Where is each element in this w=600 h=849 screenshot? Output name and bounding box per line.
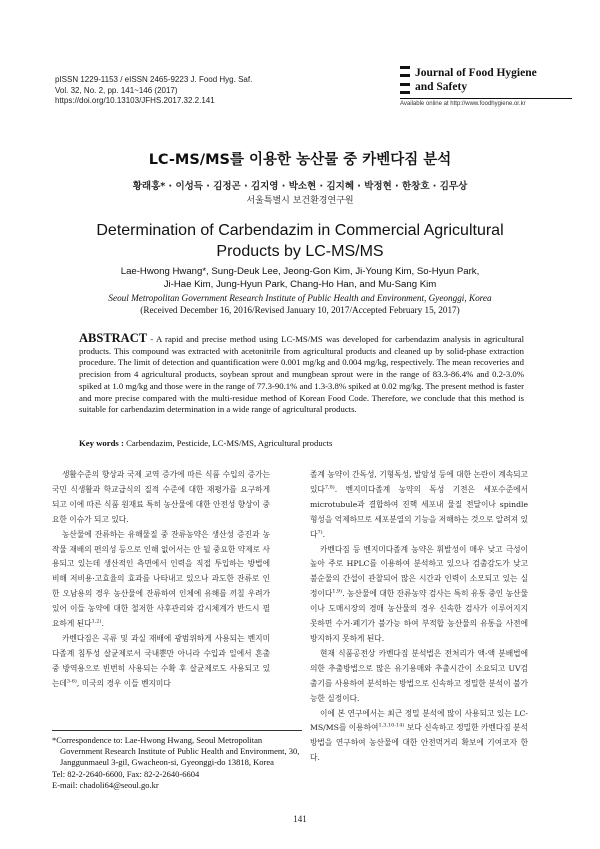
korean-affiliation: 서울특별시 보건환경연구원	[246, 196, 354, 206]
citation-ref: 7,8)	[324, 484, 335, 491]
english-authors-line2: Ji-Hae Kim, Jung-Hyun Park, Chang-Ho Han, and Mu-Sang Kim	[163, 279, 437, 290]
abstract	[79, 333, 524, 416]
english-title-line2: Products by LC-MS/MS	[216, 243, 384, 260]
keywords-text: Carbendazim, Pesticide, LC-MS/MS, Agricultural products	[123, 438, 333, 448]
body-column-right	[310, 468, 528, 766]
citation-ref: 1,3,10-14)	[378, 722, 405, 729]
paragraph: 농산물에 잔류하는 유해물질 중 잔류농약은 생산성 증진과 농작물 재배의 편의성 등으로 인해 없어서는 안 될 중요한 약제로 사용되고 있는데 생산적인 측면에서 인력을 직접 투입하는 방법에 비해 저비용·고효율의 효과를 나타내고 있으나 과도한 잔류로 인한 오남용의 경우 농산물에 잔류하여 인체에 유해를 끼칠 우려가 있어 이들 농약에 대한 철저한 사후관리와 감시체계가 반드시 필요하게 된다$^{1,2)}$.	[52, 529, 270, 629]
paragraph: 이에 본 연구에서는 최근 정밀 분석에 많이 사용되고 있는 LC-MS/MS를 이용하여$^{1,3,10-14)}$ 보다 신속하고 정밀한 카벤다짐 분석방법을 연구하여 농산물에 대한 안전먹거리 확보에 기여코자 한다.	[310, 708, 528, 763]
citation-ref: 1,2)	[91, 618, 102, 625]
received-dates: (Received December 16, 2016/Revised January 10, 2017/Accepted February 15, 2017)	[140, 305, 460, 315]
footnote-line1: *Correspondence to: Lae-Hwong Hwang, Seoul Metropolitan	[52, 735, 263, 745]
english-authors-line1: Lae-Hwong Hwang*, Sung-Deuk Lee, Jeong-Gon Kim, Ji-Young Kim, So-Hyun Park,	[120, 266, 480, 277]
journal-url[interactable]: Available online at http://www.foodhygiene.or.kr	[400, 98, 572, 107]
english-authors	[0, 265, 600, 291]
journal-logo	[400, 66, 572, 107]
body-column-left	[52, 468, 270, 692]
footnote-line3: Tel: 82-2-2640-6600, Fax: 82-2-2640-6604	[52, 768, 200, 779]
abstract-label: ABSTRACT	[79, 331, 148, 345]
keywords	[79, 438, 524, 448]
doi-link[interactable]: https://doi.org/10.13103/JFHS.2017.32.2.141	[55, 96, 215, 105]
keywords-label: Key words :	[79, 438, 124, 448]
footnote-line2: Government Research Institute of Public Health and Environment, 30, Janggunmaeul 3-gil, Gwacheon-si, Gyeonggi-do 13818, Korea	[60, 746, 300, 768]
paragraph: 현재 식품공전상 카벤다짐 분석법은 전처리가 액-액 분배법에 의한 추출방법으로 많은 유기용매와 추출시간이 소요되고 UV검출기를 사용하여 분석하는 방법으로 신속하고 정밀한 분석이 불가능한 실정이다.	[310, 648, 528, 703]
english-title-line1: Determination of Carbendazim in Commercial Agricultural	[96, 222, 504, 239]
korean-authors: 황래홍* · 이성득 · 김정곤 · 김지영 · 박소현 · 김지혜 · 박정현 · 한창호 · 김무상	[132, 181, 468, 192]
footnote-email[interactable]: E-mail: chadoli64@seoul.go.kr	[52, 779, 159, 790]
abstract-text: - A rapid and precise method using LC-MS/MS was developed for carbendazim analysis in agricultural products. This compound was extracted with acetonitrile from agricultural products and cleaned up by solid-phase extraction procedure. The limit of detection and quantification were 0.001 mg/kg and 0.004 mg/kg, respectively. The mean recoveries and precision from 4 agricultural products, soybean sprout and mungbean sprout were in the range of 83.3-86.4% and 0.2-3.0% spiked at 1.0 mg/kg and those were in the range of 77.3-90.1% and 1.3-3.8% spiked at 0.02 mg/kg. The present method is faster and more precise compared with the multi-residue method of Korean Food Code. Therefore, we conclude that this method is suitable for carbendazim determination in a wide range of agricultural products.	[79, 334, 524, 415]
logo-bars-icon	[400, 66, 410, 94]
paragraph: 카벤다짐은 곡류 및 과실 재배에 광범위하게 사용되는 벤지미다졸계 침투성 살균제로서 국내뿐만 아니라 수입과 일에서 흔출 중 방역용으로 빈번히 사용되는 수확 후 살균제로도 사용되고 있는데$^{3-6)}$, 미국의 경우 이들 벤지미다	[52, 633, 270, 688]
correspondence-footnote	[52, 730, 302, 791]
page-number: 141	[293, 814, 307, 824]
citation-ref: 3-6)	[66, 678, 77, 685]
issn-line: pISSN 1229-1153 / eISSN 2465-9223 J. Food Hyg. Saf.	[55, 75, 253, 84]
journal-name-line1: Journal of Food Hygiene	[415, 67, 537, 79]
paragraph: 졸계 농약이 간독성, 기형독성, 발암성 등에 대한 논란이 계속되고 있다$^{7,8)}$. 벤지미다졸계 농약의 독성 기전은 세포수준에서 microtubule과 결합하여 진핵 세포내 물질 전달이나 spindle 형성을 억제하므로 세포분열의 기능을 저해하는 것으로 알려져 있다$^{7)}$.	[310, 470, 528, 539]
korean-title: LC-MS/MS를 이용한 농산물 중 카벤다짐 분석	[148, 152, 452, 168]
english-affiliation: Seoul Metropolitan Government Research Institute of Public Health and Environment, Gyeonggi, Korea	[108, 293, 492, 303]
journal-name-line2: and Safety	[415, 81, 468, 93]
english-title	[0, 220, 600, 262]
citation-ref: 1,9)	[332, 588, 343, 595]
paragraph: 카벤다짐 등 벤지미다졸계 농약은 휘발성이 매우 낮고 극성이 높아 주로 HPLC를 이용하여 분석하고 있으나 검출감도가 낮고 불순물의 간섭이 관찰되어 많은 시간과 인력이 소모되고 있는 실정이다$^{1,9)}$. 농산물에 대한 잔류농약 검사는 특히 유통 중인 농산물이나 도매시장의 경매 농산물의 경우 신속한 검사가 이루어지지 못하면 수거·폐기가 불가능 하여 부적합 농산물의 유통을 사전에 방지하지 못하게 된다.	[310, 544, 528, 643]
volume-line: Vol. 32, No. 2, pp. 141~146 (2017)	[55, 85, 178, 95]
paragraph: 생활수준의 향상과 국제 교역 증가에 따른 식품 수입의 증가는 국민 식생활과 학교급식의 질적 수준에 대한 재평가를 요구하게 되고 이에 따른 식품 원재료 특히 농산물에 대한 안전성 향상이 중요한 이슈가 되고 있다.	[52, 470, 270, 524]
journal-citation	[55, 75, 252, 107]
citation-ref: 7)	[317, 529, 323, 536]
